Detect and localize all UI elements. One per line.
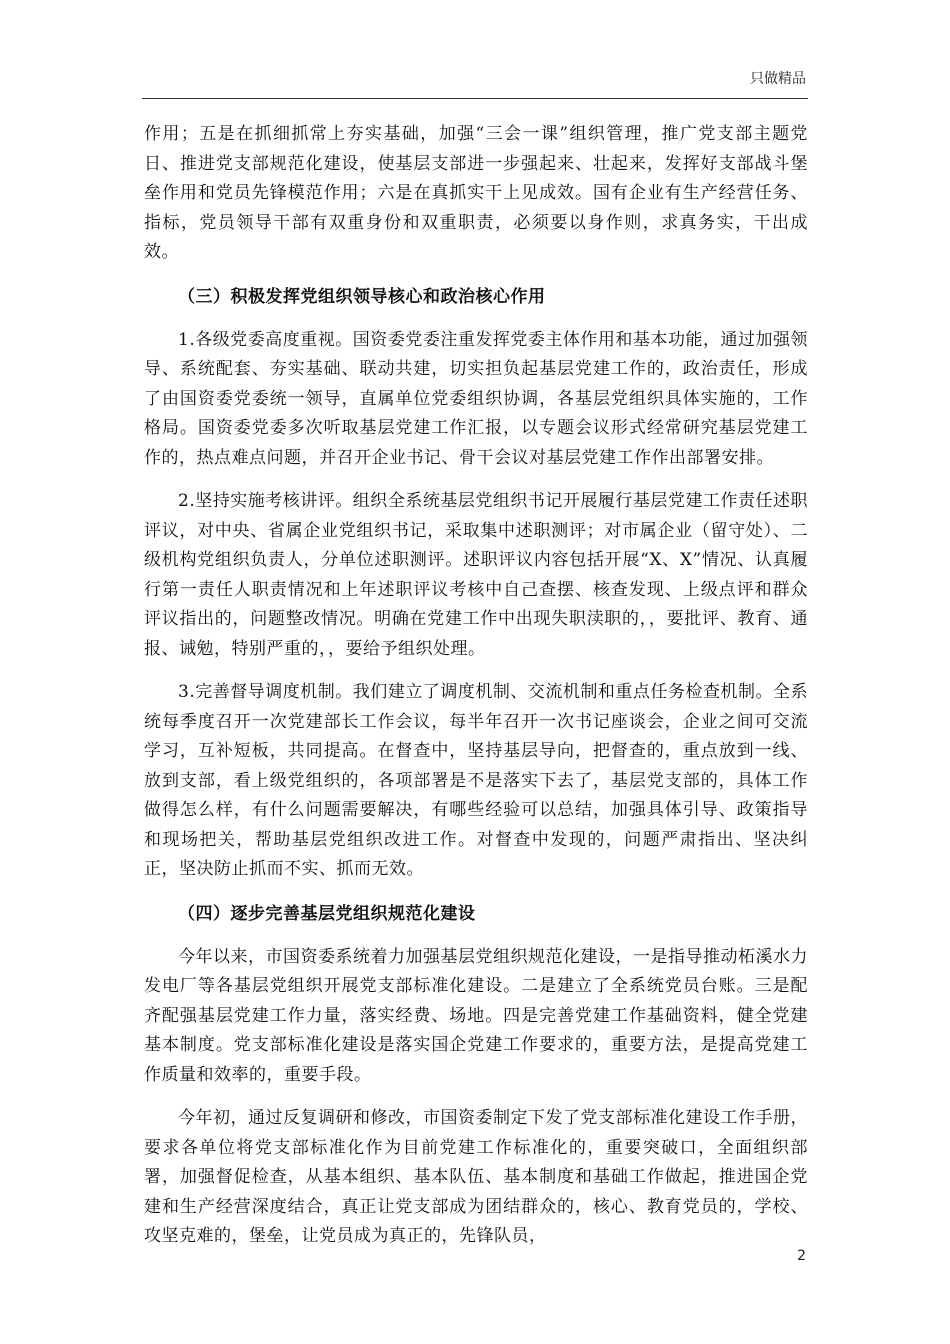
page-header-text: 只做精品 xyxy=(750,71,806,87)
paragraph-4: 今年以来，市国资委系统着力加强基层党组织规范化建设，一是指导推动柘溪水力发电厂等各基层党组织开展党支部标准化建设。二是建立了全系统党员台账。三是配齐配强基层党建工作力量，落实经费、场地。四是完善党建工作基础资料，健全党建基本制度。党支部标准化建设是落实国企党建工作要求的，重要方法，是提高党建工作质量和效率的，重要手段。 xyxy=(144,946,808,1085)
header-divider xyxy=(142,98,808,99)
page-number: 2 xyxy=(797,1248,806,1264)
paragraph-5: 今年初，通过反复调研和修改，市国资委制定下发了党支部标准化建设工作手册，要求各单位将党支部标准化作为目前党建工作标准化的，重要突破口，全面组织部署，加强督促检查，从基本组织、基本队伍、基本制度和基础工作做起，推进国企党建和生产经营深度结合，真正让党支部成为团结群众的，核心、教育党员的，学校、攻坚克难的，堡垒，让党员成为真正的，先锋队员， xyxy=(144,1108,808,1246)
paragraph-continuation: 作用；五是在抓细抓常上夯实基础，加强“三会一课”组织管理，推广党支部主题党日、推进党支部规范化建设，使基层支部进一步强起来、壮起来，发挥好支部战斗堡垒作用和党员先锋模范作用；六是在真抓实干上见成效。国有企业有生产经营任务、指标，党员领导干部有双重身份和双重职责，必须要以身作则，求真务实，干出成效。 xyxy=(144,124,808,262)
paragraph-3: 3.完善督导调度机制。我们建立了调度机制、交流机制和重点任务检查机制。全系统每季度召开一次党建部长工作会议，每半年召开一次书记座谈会，企业之间可交流学习，互补短板，共同提高。在督查中，坚持基层导向，把督查的，重点放到一线、放到支部，看上级党组织的，各项部署是不是落实下去了，基层党支部的，具体工作做得怎么样，有什么问题需要解决，有哪些经验可以总结，加强具体引导、政策指导和现场把关，帮助基层党组织改进工作。对督查中发现的，问题严肃指出、坚决纠正，坚决防止抓而不实、抓而无效。 xyxy=(144,682,808,879)
section-heading-4: （四）逐步完善基层党组织规范化建设 xyxy=(178,903,476,924)
paragraph-2: 2.坚持实施考核讲评。组织全系统基层党组织书记开展履行基层党建工作责任述职评议，对中央、省属企业党组织书记，采取集中述职测评；对市属企业（留守处）、二级机构党组织负责人，分单位述职测评。述职评议内容包括开展“X、X”情况、认真履行第一责任人职责情况和上年述职评议考核中自己查摆、核查发现、上级点评和群众评议指出的，问题整改情况。明确在党建工作中出现失职渎职的，，要批评、教育、通报、诫勉，特别严重的，，要给予组织处理。 xyxy=(144,491,808,659)
section-heading-3: （三）积极发挥党组织领导核心和政治核心作用 xyxy=(178,286,546,307)
paragraph-1: 1.各级党委高度重视。国资委党委注重发挥党委主体作用和基本功能，通过加强领导、系统配套、夯实基础、联动共建，切实担负起基层党建工作的，政治责任，形成了由国资委党委统一领导，直属单位党委组织协调，各基层党组织具体实施的，工作格局。国资委党委多次听取基层党建工作汇报，以专题会议形式经常研究基层党建工作的，热点难点问题，并召开企业书记、骨干会议对基层党建工作作出部署安排。 xyxy=(144,329,808,468)
document-body xyxy=(144,120,808,1266)
